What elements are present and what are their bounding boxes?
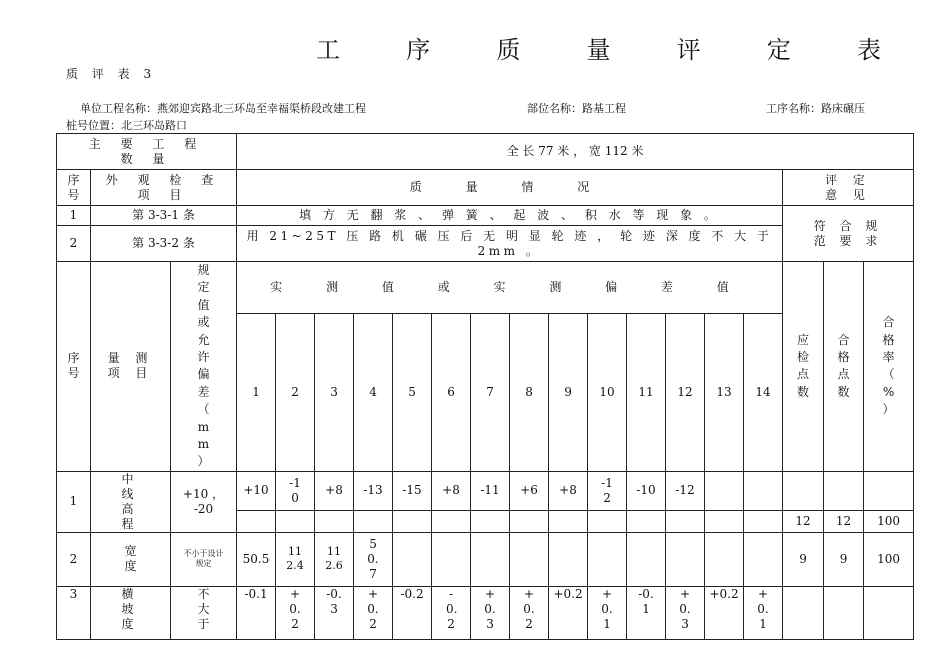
measure-value	[393, 510, 432, 532]
header-qualified: 合格点数	[824, 262, 864, 472]
header-rate: 合格率（ % ）	[864, 262, 914, 472]
title-char: 定	[766, 36, 791, 64]
measure-value: -0.2	[432, 586, 471, 639]
measure-value	[744, 471, 783, 510]
page-title	[316, 30, 881, 64]
point-number: 6	[432, 314, 471, 471]
main-qty-label	[57, 134, 237, 170]
measure-value	[666, 510, 705, 532]
header-quality: 质 量 情 况	[237, 170, 783, 206]
measure-value	[276, 510, 315, 532]
point-number: 13	[705, 314, 744, 471]
qualified-value	[824, 471, 864, 510]
header-measured: 实 测 值 或 实 测 偏 差 值	[237, 262, 783, 314]
measure-value: -12	[666, 471, 705, 510]
measure-value: 112.6	[315, 532, 354, 586]
measure-value	[510, 532, 549, 586]
point-number: 7	[471, 314, 510, 471]
measure-value: -0.1	[627, 586, 666, 639]
measure-value	[432, 510, 471, 532]
should-check-value: 9	[783, 532, 824, 586]
measure-value: +8	[315, 471, 354, 510]
main-qty-label-2: 数 量	[120, 151, 173, 166]
point-number: 8	[510, 314, 549, 471]
header-should-check: 应检点数	[783, 262, 824, 472]
title-char: 表	[856, 36, 881, 64]
measure-value	[393, 532, 432, 586]
measure-value: -11	[471, 471, 510, 510]
measure-value: +0.2	[705, 586, 744, 639]
row-seq: 1	[57, 471, 91, 532]
point-number: 10	[588, 314, 627, 471]
measure-value	[588, 510, 627, 532]
main-qty-value: 全 长 77 米 ， 宽 112 米	[237, 134, 914, 170]
measure-value	[315, 510, 354, 532]
appearance-desc: 填 方 无 翻 浆 、 弹 簧 、 起 波 、 积 水 等 现 象 。	[237, 206, 783, 226]
title-char: 量	[586, 36, 611, 64]
measure-value: -13	[354, 471, 393, 510]
rate-value	[864, 471, 914, 510]
measure-value: +8	[549, 471, 588, 510]
measure-value: -0.2	[393, 586, 432, 639]
measure-value	[627, 532, 666, 586]
measure-value: +10	[237, 471, 276, 510]
measure-value: 112.4	[276, 532, 315, 586]
row-allow: 不小于设计规定	[171, 532, 237, 586]
measure-value: +0.1	[588, 586, 627, 639]
measure-value: -10	[627, 471, 666, 510]
form-number: 质 评 表 3	[66, 67, 157, 81]
measure-value	[588, 532, 627, 586]
point-number: 4	[354, 314, 393, 471]
measure-value: -10	[276, 471, 315, 510]
measure-value: 50.7	[354, 532, 393, 586]
rate-value: 100	[864, 510, 914, 532]
appearance-seq: 2	[57, 226, 91, 262]
point-number: 5	[393, 314, 432, 471]
measure-value	[705, 510, 744, 532]
title-char: 序	[406, 36, 431, 64]
row-allow: 不大于	[171, 586, 237, 639]
measure-value	[705, 471, 744, 510]
header-seq: 序号	[57, 170, 91, 206]
location: 桩号位置：北三环岛路口	[66, 119, 187, 132]
opinion-cell: 符 合 规 范 要 求	[783, 206, 914, 262]
header-opinion: 评 定 意 见	[783, 170, 914, 206]
row-item: 宽 度	[91, 532, 171, 586]
measure-value: +8	[432, 471, 471, 510]
measure-value: -0.3	[315, 586, 354, 639]
measure-value	[627, 510, 666, 532]
appearance-desc: 用 21~25T 压 路 机 碾 压 后 无 明 显 轮 迹 ， 轮 迹 深 度 不 大 于 2mm 。	[237, 226, 783, 262]
point-number: 1	[237, 314, 276, 471]
measure-value	[549, 510, 588, 532]
measure-value: -0.1	[237, 586, 276, 639]
appearance-seq: 1	[57, 206, 91, 226]
measure-value: +6	[510, 471, 549, 510]
measure-value	[471, 510, 510, 532]
point-number: 2	[276, 314, 315, 471]
measure-value: +0.2	[510, 586, 549, 639]
measure-value: +0.1	[744, 586, 783, 639]
row-seq: 2	[57, 532, 91, 586]
measure-value	[354, 510, 393, 532]
row-item: 中 线 高 程	[91, 471, 171, 532]
measure-value	[744, 532, 783, 586]
point-number: 14	[744, 314, 783, 471]
measure-value	[510, 510, 549, 532]
title-char: 质	[496, 36, 521, 64]
measure-value	[471, 532, 510, 586]
point-number: 9	[549, 314, 588, 471]
measure-value	[549, 532, 588, 586]
header-seq2: 序 号	[57, 262, 91, 472]
header-allow: 规定值或允许偏差（ mm ）	[171, 262, 237, 472]
rate-value: 100	[864, 532, 914, 586]
measure-value: +0.3	[666, 586, 705, 639]
row-allow: +10 ， -20	[171, 471, 237, 532]
row-item: 横 坡 度	[91, 586, 171, 639]
should-check-value: 12	[783, 510, 824, 532]
qualified-value: 12	[824, 510, 864, 532]
part-name: 部位名称：路基工程	[527, 102, 626, 115]
main-qty-label-1: 主 要 工 程	[88, 136, 205, 151]
row-seq: 3	[57, 586, 91, 639]
unit-name: 单位工程名称：燕郊迎宾路北三环岛至幸福渠桥段改建工程	[80, 102, 366, 115]
measure-value: +0.3	[471, 586, 510, 639]
qualified-value: 9	[824, 532, 864, 586]
appearance-item: 第 3-3-2 条	[91, 226, 237, 262]
qualified-value	[824, 586, 864, 639]
measure-value: +0.2	[354, 586, 393, 639]
measure-value	[237, 510, 276, 532]
point-number: 3	[315, 314, 354, 471]
process-name: 工序名称：路床碾压	[766, 102, 865, 115]
rate-value	[864, 586, 914, 639]
should-check-value	[783, 586, 824, 639]
header-measure-item: 量 测 项 目	[91, 262, 171, 472]
measure-value	[744, 510, 783, 532]
quality-table	[56, 133, 914, 640]
measure-value	[705, 532, 744, 586]
measure-value: -12	[588, 471, 627, 510]
measure-value: -15	[393, 471, 432, 510]
measure-value	[666, 532, 705, 586]
point-number: 11	[627, 314, 666, 471]
title-char: 工	[316, 36, 340, 64]
measure-value: +0.2	[276, 586, 315, 639]
measure-value	[432, 532, 471, 586]
appearance-item: 第 3-3-1 条	[91, 206, 237, 226]
point-number: 12	[666, 314, 705, 471]
measure-value: +0.2	[549, 586, 588, 639]
should-check-value	[783, 471, 824, 510]
header-appearance: 外 观 检 查 项 目	[91, 170, 237, 206]
measure-value: 50.5	[237, 532, 276, 586]
title-char: 评	[676, 36, 701, 64]
